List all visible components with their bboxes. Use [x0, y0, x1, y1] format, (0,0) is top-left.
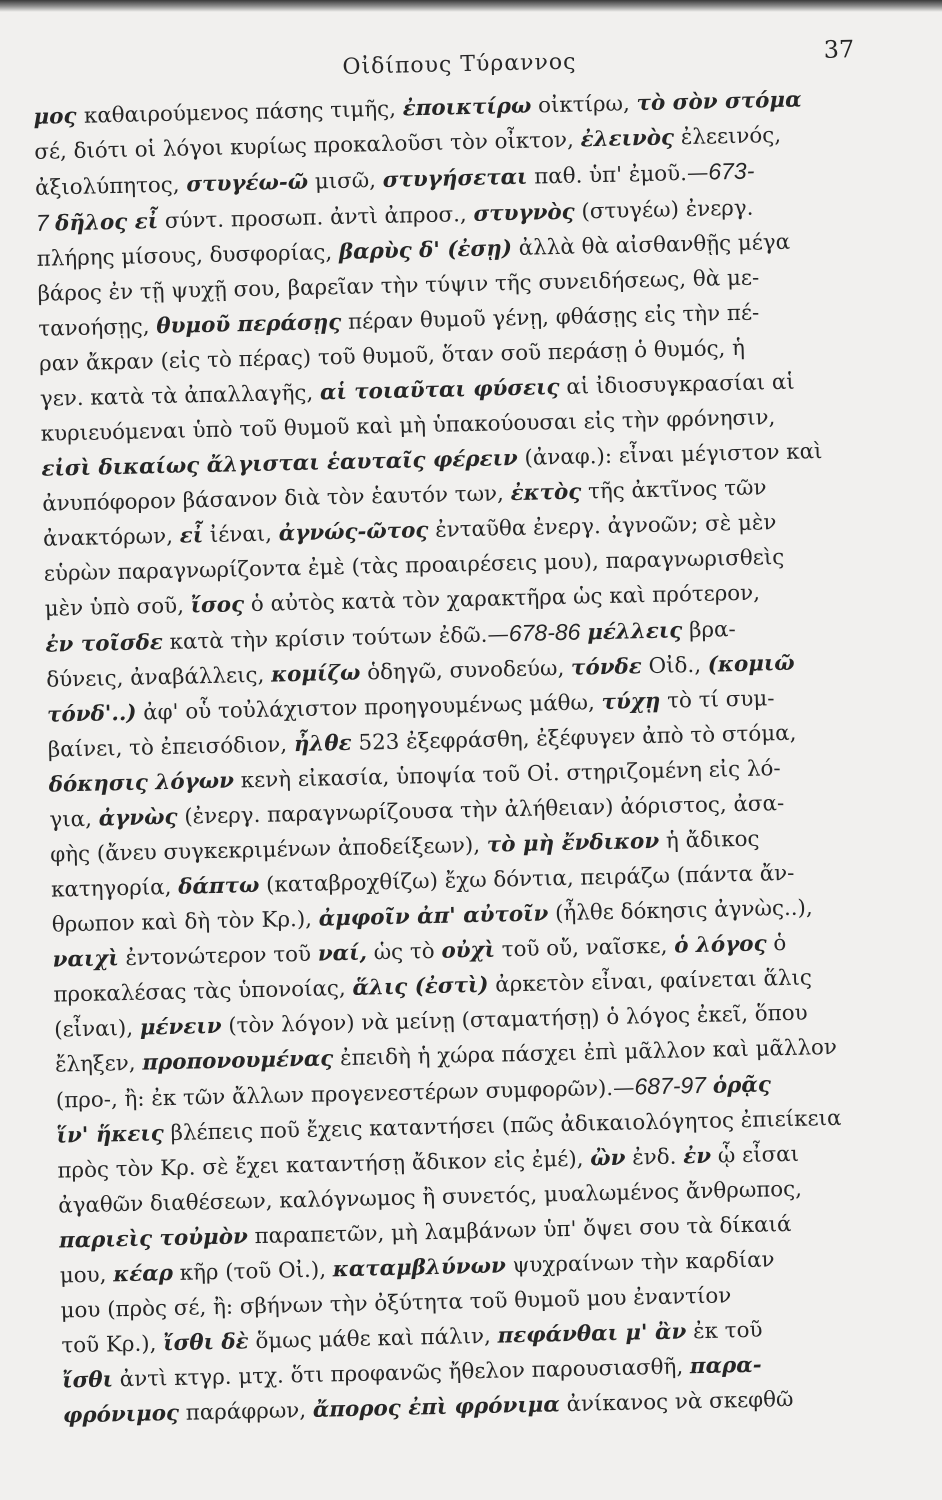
gloss-text: ψυχραίνων τὴν καρδίαν [505, 1247, 775, 1279]
gloss-text: (ἐνεργ. παραγνωρίζουσα τὴν ἀλήθειαν) ἀόριστος, ἀσα- [177, 791, 785, 830]
gloss-text: καθαιρούμενος πάσης τιμῆς, [83, 96, 403, 129]
gloss-text: ραν ἄκραν (εἰς τὸ πέρας) τοῦ θυμοῦ, ὅταν σοῦ περάσῃ ὁ θυμός, ἡ [38, 335, 746, 377]
gloss-text: εὑρὼν παραγνωρίζοντα ἐμὲ (τὰς προαιρέσεις μου), παραγνωρισθεὶς [43, 544, 785, 587]
gloss-text: ἀφ' οὗ τοὐλάχιστον προηγουμένως μάθω, [136, 690, 602, 726]
gloss-text: πρὸς τὸν Κρ. σὲ ἔχει καταντήσῃ ἄδικον εἰς ἐμέ), [57, 1146, 591, 1184]
lemma: ἅλις (ἐστὶ) [352, 972, 489, 1001]
gloss-text: (καταβροχθίζω) ἔχω δόντια, πειράζω (πάντα ἄν- [259, 860, 795, 898]
gloss-text: ἐπειδὴ ἡ χώρα πάσχει ἐπὶ μᾶλλον καὶ μᾶλλον [333, 1034, 838, 1072]
lemma: ἴσθι [61, 1367, 114, 1394]
gloss-text: ἀρκετὸν εἶναι, φαίνεται ἅλις [488, 965, 813, 998]
gloss-text: βάρος ἐν τῇ ψυχῇ σου, βαρεῖαν τὴν τύψιν τῆς συνειδήσεως, θὰ με- [37, 265, 760, 307]
lemma: ἄπορος ἐπὶ φρόνιμα [312, 1392, 561, 1423]
lemma: ἴσος [190, 592, 245, 619]
lemma: τύχῃ [601, 688, 661, 716]
gloss-text: μισῶ, [307, 167, 384, 195]
lemma: προπονουμένας [142, 1046, 334, 1076]
lemma: δόκησις λόγων [48, 768, 235, 798]
gloss-text: τῆς ἀκτῖνος τῶν [581, 475, 767, 505]
gloss-text: ὅμως μάθε καὶ πάλιν, [248, 1323, 498, 1355]
lemma: ἀγνὼς [98, 804, 178, 832]
lemma: ἦλθε [293, 730, 352, 758]
page-top-edge [0, 0, 942, 12]
lemma: καταμβλύνων [332, 1253, 507, 1283]
gloss-text: ἀλλὰ θὰ αἰσθανθῇς μέγα [511, 229, 791, 262]
gloss-text: κενὴ εἰκασία, ὑποψία τοῦ Οἰ. στηριζομένη εἰς λό- [233, 756, 781, 794]
gloss-text: πλήρης μίσους, δυσφορίας, [36, 239, 340, 272]
gloss-text: (στυγέω) ἐνεργ. [574, 195, 754, 225]
gloss-text: μου, [59, 1262, 114, 1289]
gloss-text: τοῦ οὔ, ναῖσκε, [494, 933, 675, 963]
lemma: εἶ [179, 523, 204, 549]
lemma: τόνδε [570, 654, 643, 681]
lemma: ὢν [589, 1145, 626, 1172]
lemma: ἐν [682, 1143, 712, 1170]
lemma: θυμοῦ περάσῃς [156, 309, 342, 340]
gloss-text: δύνεις, ἀναβάλλεις, [46, 662, 272, 693]
gloss-text: ἰέναι, [202, 521, 280, 549]
lemma: αἱ τοιαῦται φύσεις [319, 374, 560, 406]
gloss-text: βαίνει, τὸ ἐπεισόδιον, [47, 732, 295, 763]
lemma: παριεὶς τοὐμὸν [58, 1224, 249, 1254]
lemma: τόνδ'..) [46, 700, 137, 728]
lemma: κομίζω [270, 660, 361, 688]
gloss-text: ὁ αὐτὸς κατὰ τὸν χαρακτῆρα ὡς καὶ πρότερον, [243, 580, 761, 618]
gloss-text: κῆρ (τοῦ Οἰ.), [172, 1257, 334, 1286]
gloss-text: μου (πρὸς σέ, ἢ: σβήνων τὴν ὀξύτητα τοῦ θυμοῦ μου ἐναντίον [60, 1283, 732, 1324]
gloss-text: παθ. ὑπ' ἐμοῦ.— [527, 160, 709, 190]
lemma: κέαρ [112, 1260, 174, 1288]
gloss-text: ὁδηγῶ, συνοδεύω, [360, 655, 572, 686]
lemma: τὸ σὸν στόμα [636, 87, 802, 117]
gloss-text: προκαλέσας τὰς ὑπονοίας, [53, 975, 353, 1008]
lemma: πεφάνθαι μ' ἂν [497, 1319, 687, 1349]
gloss-text: ἐνταῦθα ἐνεργ. ἀγνοῶν; σὲ μὲν [428, 510, 777, 543]
lemma: ὁρᾷς [712, 1072, 772, 1099]
gloss-text: σύντ. προσωπ. ἀντὶ ἀπροσ., [157, 201, 474, 235]
lemma: μένειν [139, 1013, 222, 1041]
lemma: στυγήσεται [382, 164, 528, 193]
gloss-text: ἔληξεν, [54, 1050, 143, 1078]
gloss-text: ἀνίκανος νὰ σκεφθῶ [559, 1386, 794, 1418]
gloss-text: ἐκ τοῦ [686, 1317, 763, 1345]
gloss-text: (ἀναφ.): εἶναι μέγιστον καὶ [517, 439, 823, 471]
lemma: ἵν' ἥκεις [56, 1121, 165, 1149]
gloss-text: ἀντὶ κτγρ. μτχ. ὅτι προφανῶς ἤθελον παρουσιασθῆ, [112, 1354, 691, 1393]
lemma: ἐλεινὸς [580, 125, 675, 153]
gloss-text: για, [49, 806, 99, 833]
lemma: ἀγνώς-ῶτος [278, 518, 429, 547]
gloss-text: παραπετῶν, μὴ λαμβάνων ὑπ' ὄψει σου τὰ δίκαιά [247, 1211, 792, 1250]
gloss-text: βλέπεις ποῦ ἔχεις καταντήσει (πῶς ἀδικαιολόγητος ἐπιείκεια [163, 1105, 842, 1147]
lemma: φρόνιμος [62, 1400, 180, 1429]
lemma: παρα- [689, 1352, 762, 1380]
verse-reference: 678-86 [508, 618, 581, 647]
commentary-text [25, 80, 925, 1433]
page-number: 37 [823, 35, 855, 64]
verse-reference: 673- [708, 157, 755, 185]
gloss-text: ἀξιολύπητος, [34, 172, 187, 201]
verse-reference: 687-97 [634, 1071, 707, 1100]
gloss-text: ἀγαθῶν διαθέσεων, καλόγνωμος ἢ συνετός, μυαλωμένος ἄνθρωπος, [57, 1176, 803, 1219]
lemma: ἐποικτίρω [402, 93, 532, 122]
gloss-text: ὁ [766, 930, 787, 957]
lemma: ἐκτὸς [510, 479, 582, 507]
lemma: ἀμφοῖν ἀπ' αὐτοῖν [318, 901, 549, 932]
gloss-text: ἐλεεινός, [673, 122, 782, 151]
gloss-text: ἐντονώτερον τοῦ [118, 941, 319, 972]
gloss-text: ἀνυπόφορον βάσανον διὰ τὸν ἑαυτόν των, [42, 481, 511, 517]
gloss-text: πέραν θυμοῦ γένῃ, φθάσῃς εἰς τὴν πέ- [340, 300, 760, 335]
verse-reference: 7 [35, 209, 56, 236]
gloss-text: ἡ ἄδικος [658, 826, 760, 854]
gloss-text: ἐνδ. [625, 1144, 684, 1171]
lemma: ἴσθι δὲ [162, 1329, 249, 1357]
lemma: ἐν τοῖσδε [45, 630, 164, 658]
lemma: στυγέω-ῶ [186, 169, 309, 198]
gloss-text: 523 ἐξεφράσθη, ἐξέφυγεν ἀπὸ τὸ στόμα, [351, 720, 797, 756]
gloss-text: οἰκτίρω, [531, 91, 637, 119]
lemma: μέλλεις [586, 618, 683, 646]
gloss-text: ἀνακτόρων, [42, 523, 180, 552]
gloss-text: σέ, διότι οἱ λόγοι κυρίως προκαλοῦσι τὸν οἶκτον, [34, 127, 581, 165]
gloss-text: τοῦ Κρ.), [61, 1331, 164, 1359]
gloss-text: τανοήσῃς, [38, 314, 157, 342]
gloss-text: παράφρων, [178, 1397, 314, 1426]
gloss-text: γεν. κατὰ τὰ ἀπαλλαγῆς, [39, 380, 321, 412]
gloss-text: κατηγορία, [50, 874, 179, 903]
lemma: (κομιῶ [707, 650, 795, 678]
gloss-text: ὡς τὸ [366, 938, 442, 966]
gloss-text: (προ-, ἢ: ἐκ τῶν ἄλλων προγενεστέρων συμφορῶν).— [55, 1075, 635, 1114]
gloss-text: τὸ τί συμ- [660, 686, 775, 714]
lemma: ναί, [317, 940, 368, 967]
gloss-text: βρα- [681, 617, 736, 644]
gloss-text: (εἶναι), [53, 1015, 141, 1043]
book-page [24, 20, 926, 1479]
gloss-text: Οἰδ., [641, 652, 709, 680]
gloss-text: θρωπον καὶ δὴ τὸν Κρ.), [51, 906, 320, 938]
gloss-text: ᾧ εἶσαι [710, 1141, 800, 1169]
lemma: ὁ λόγος [673, 931, 767, 959]
lemma: ναιχὶ [52, 946, 120, 973]
gloss-text: κατὰ τὴν κρίσιν τούτων ἐδῶ.— [162, 622, 510, 656]
gloss-text: (τὸν λόγον) νὰ μείνῃ (σταματήσῃ) ὁ λόγος ἐκεῖ, ὅπου [221, 1000, 808, 1039]
lemma: εἰσὶ δικαίως ἄλγισται ἑαυταῖς φέρειν [41, 445, 519, 482]
gloss-text: μὲν ὑπὸ σοῦ, [44, 593, 191, 622]
lemma: βαρὺς δ' (ἐσῃ) [338, 236, 513, 265]
lemma: στυγνὸς [473, 199, 575, 227]
running-title: Οἰδίπους Τύραννος [342, 49, 577, 80]
lemma: τὸ μὴ ἔνδικον [486, 828, 660, 858]
lemma: δάπτω [177, 872, 260, 900]
lemma: οὐχὶ [441, 937, 496, 964]
gloss-text: αἱ ἰδιοσυγκρασίαι αἱ [559, 369, 795, 400]
gloss-text: κυριευόμεναι ὑπὸ τοῦ θυμοῦ καὶ μὴ ὑπακούουσαι εἰς τὴν φρόνησιν, [40, 405, 776, 447]
gloss-text: φὴς (ἄνευ συγκεκριμένων ἀποδείξεων), [49, 832, 488, 868]
gloss-text: (ἦλθε δόκησις ἀγνὼς..), [548, 895, 813, 927]
lemma: μος [33, 103, 85, 130]
lemma: δῆλος εἶ [54, 209, 159, 237]
